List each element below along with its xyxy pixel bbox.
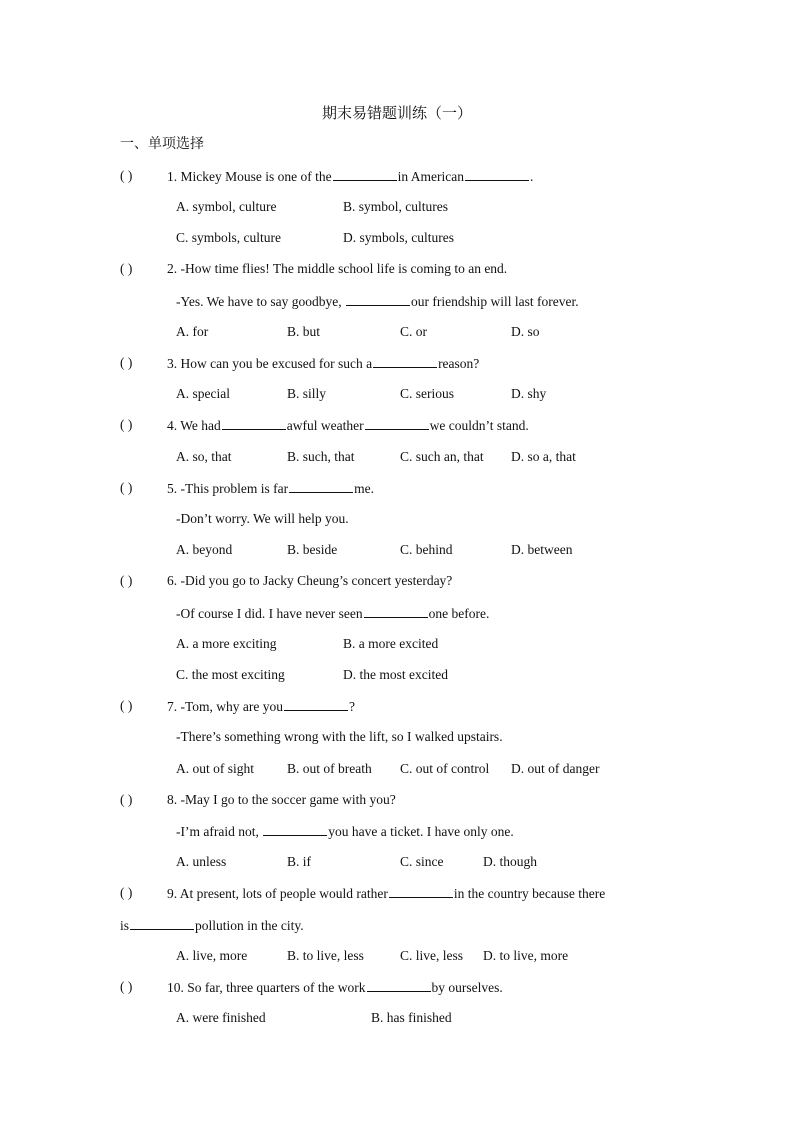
answer-blank <box>465 167 529 181</box>
option-d: D. symbols, cultures <box>343 230 454 245</box>
option-c: C. the most exciting <box>176 667 285 682</box>
question-reply: -There’s something wrong with the lift, so I walked upstairs. <box>176 729 503 744</box>
answer-blank <box>367 978 431 992</box>
option-a: A. unless <box>176 854 227 869</box>
option-d: D. the most excited <box>343 667 448 682</box>
option-c: C. or <box>400 324 427 339</box>
section-heading: 一、单项选择 <box>120 136 204 152</box>
option-c: C. live, less <box>400 948 463 963</box>
option-a: A. symbol, culture <box>176 199 277 214</box>
option-a: A. a more exciting <box>176 636 277 651</box>
option-d: D. between <box>511 542 573 557</box>
option-b: B. symbol, cultures <box>343 199 448 214</box>
answer-blank <box>365 416 429 430</box>
answer-bracket: ( ) <box>120 261 133 276</box>
option-b: B. to live, less <box>287 948 364 963</box>
option-a: A. were finished <box>176 1010 266 1025</box>
question-stem: 10. So far, three quarters of the work by ourselves. <box>167 980 503 995</box>
answer-blank <box>222 416 286 430</box>
option-b: B. silly <box>287 386 327 401</box>
question-stem: 2. -How time flies! The middle school life is coming to an end. <box>167 261 508 276</box>
option-c: C. such an, that <box>400 449 484 464</box>
option-d: D. so a, that <box>511 449 576 464</box>
option-c: C. since <box>400 854 444 869</box>
option-b: B. such, that <box>287 449 355 464</box>
option-c: C. behind <box>400 542 453 557</box>
answer-blank <box>373 354 437 368</box>
question-stem: 9. At present, lots of people would rather in the country because there <box>167 886 606 901</box>
option-d: D. so <box>511 324 540 339</box>
answer-blank <box>289 479 353 493</box>
option-b: B. if <box>287 854 312 869</box>
question-reply: -Yes. We have to say goodbye, our friendship will last forever. <box>176 294 579 309</box>
option-b: B. but <box>287 324 321 339</box>
option-a: A. out of sight <box>176 761 255 776</box>
answer-bracket: ( ) <box>120 480 133 495</box>
page-title: 期末易错题训练（一） <box>321 104 472 122</box>
answer-blank <box>263 822 327 836</box>
option-a: A. for <box>176 324 209 339</box>
question-stem: 6. -Did you go to Jacky Cheung’s concert yesterday? <box>167 573 453 588</box>
option-b: B. beside <box>287 542 338 557</box>
answer-bracket: ( ) <box>120 573 133 588</box>
answer-bracket: ( ) <box>120 168 133 183</box>
answer-bracket: ( ) <box>120 698 133 713</box>
option-a: A. beyond <box>176 542 233 557</box>
answer-blank <box>346 292 410 306</box>
answer-bracket: ( ) <box>120 355 133 370</box>
option-a: A. so, that <box>176 449 232 464</box>
question-reply: -Of course I did. I have never seen one before. <box>176 606 490 621</box>
answer-blank <box>364 604 428 618</box>
option-c: C. out of control <box>400 761 490 776</box>
answer-bracket: ( ) <box>120 979 133 994</box>
question-stem: 3. How can you be excused for such a reason? <box>167 356 480 371</box>
option-b: B. out of breath <box>287 761 372 776</box>
question-stem: 7. -Tom, why are you ? <box>167 699 356 714</box>
option-d: D. out of danger <box>511 761 600 776</box>
option-b: B. has finished <box>371 1010 452 1025</box>
option-d: D. to live, more <box>483 948 569 963</box>
option-a: A. live, more <box>176 948 248 963</box>
answer-blank <box>333 167 397 181</box>
question-reply: -Don’t worry. We will help you. <box>176 511 349 526</box>
option-d: D. though <box>483 854 537 869</box>
answer-blank <box>284 697 348 711</box>
option-c: C. serious <box>400 386 454 401</box>
question-stem: 5. -This problem is far me. <box>167 481 374 496</box>
answer-blank <box>389 884 453 898</box>
answer-bracket: ( ) <box>120 885 133 900</box>
question-stem-continued: is pollution in the city. <box>120 918 304 933</box>
question-stem: 8. -May I go to the soccer game with you? <box>167 792 396 807</box>
option-c: C. symbols, culture <box>176 230 281 245</box>
option-a: A. special <box>176 386 230 401</box>
answer-bracket: ( ) <box>120 417 133 432</box>
option-b: B. a more excited <box>343 636 439 651</box>
question-stem: 1. Mickey Mouse is one of the in American . <box>167 169 534 184</box>
option-d: D. shy <box>511 386 547 401</box>
answer-blank <box>130 916 194 930</box>
question-stem: 4. We had awful weather we couldn’t stand. <box>167 418 529 433</box>
question-reply: -I’m afraid not, you have a ticket. I have only one. <box>176 824 514 839</box>
answer-bracket: ( ) <box>120 792 133 807</box>
